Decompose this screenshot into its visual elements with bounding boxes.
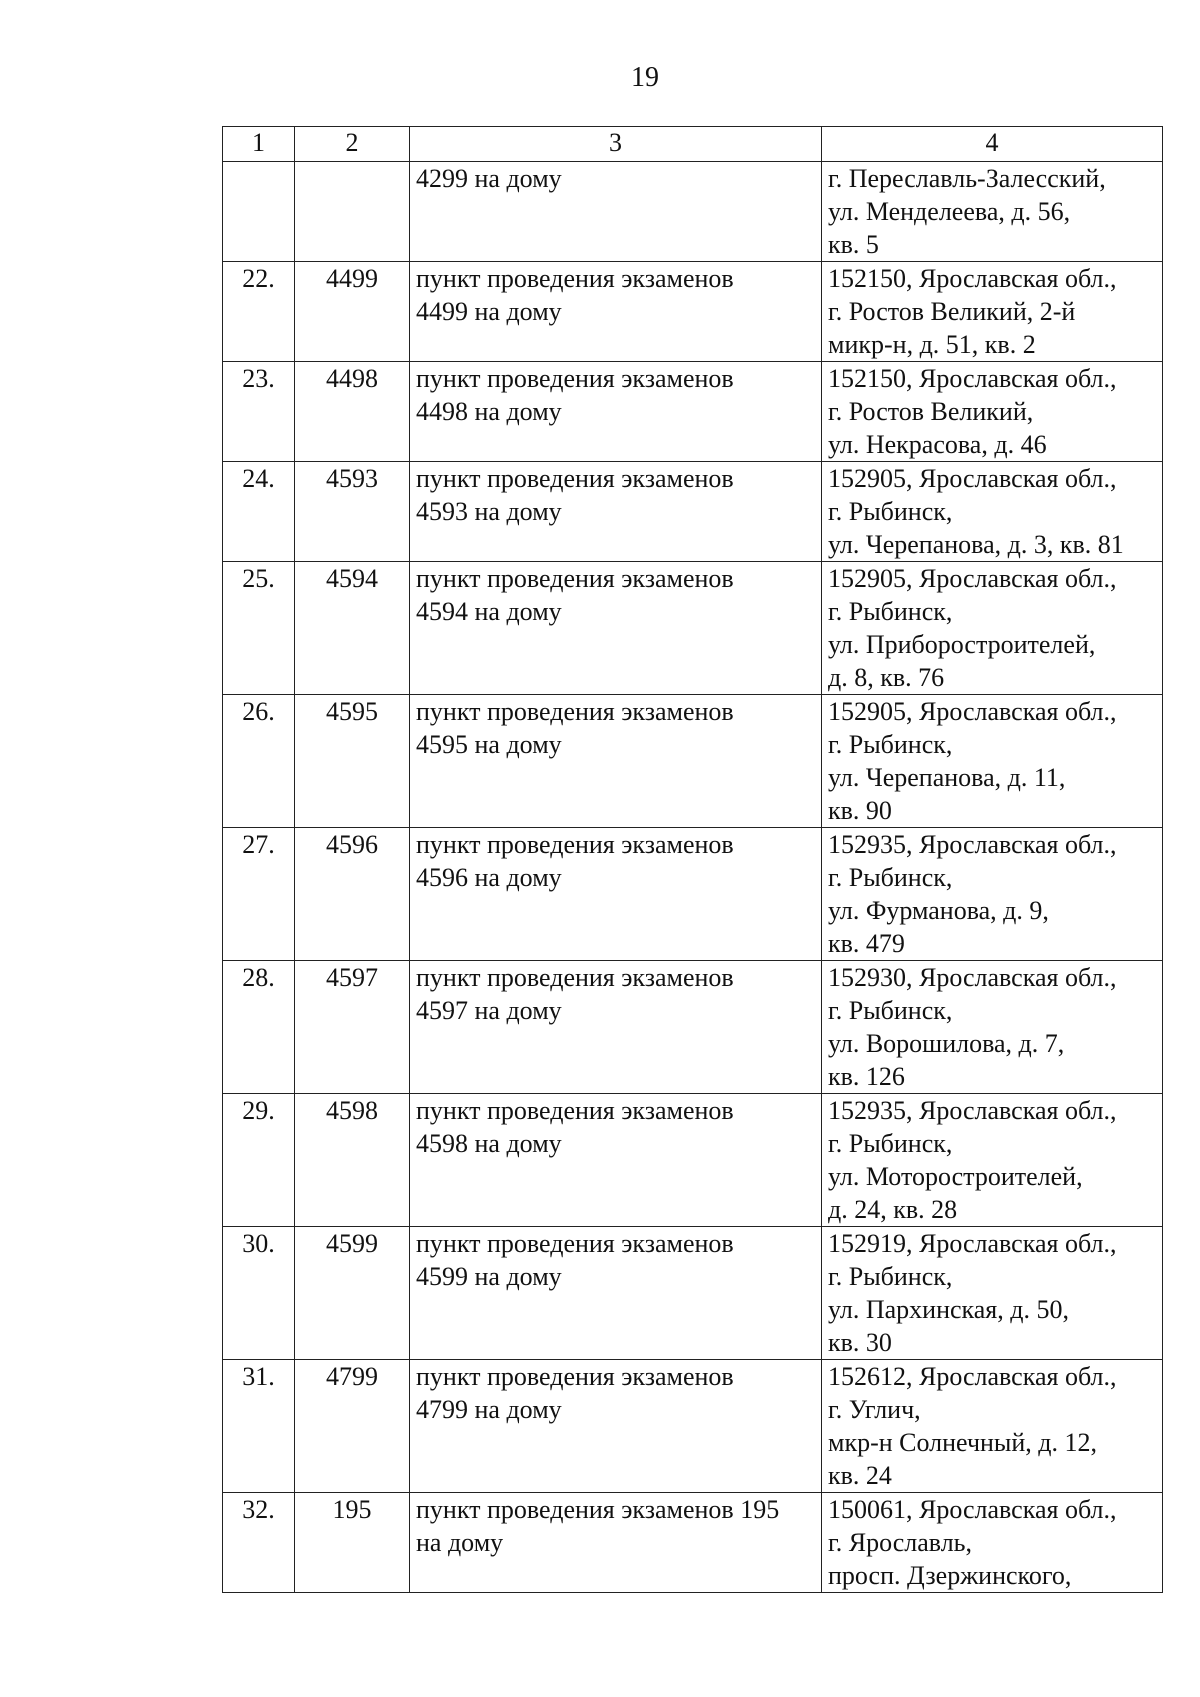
row-number: 22. (223, 262, 295, 362)
table-row (223, 1094, 1163, 1227)
table-row (223, 462, 1163, 562)
point-address: 152150, Ярославская обл., г. Ростов Великий, 2-й микр-н, д. 51, кв. 2 (822, 262, 1163, 362)
point-name: пункт проведения экзаменов 4593 на дому (410, 462, 822, 562)
point-name: пункт проведения экзаменов 195 на дому (410, 1493, 822, 1593)
table-row (223, 828, 1163, 961)
row-number: 26. (223, 695, 295, 828)
table-row (223, 961, 1163, 1094)
point-name: пункт проведения экзаменов 4594 на дому (410, 562, 822, 695)
point-code: 4498 (295, 362, 410, 462)
row-number: 25. (223, 562, 295, 695)
row-number: 29. (223, 1094, 295, 1227)
point-address: г. Переславль-Залесский, ул. Менделеева, д. 56, кв. 5 (822, 162, 1163, 262)
point-name: 4299 на дому (410, 162, 822, 262)
point-name: пункт проведения экзаменов 4598 на дому (410, 1094, 822, 1227)
point-address: 150061, Ярославская обл., г. Ярославль, просп. Дзержинского, (822, 1493, 1163, 1593)
point-address: 152905, Ярославская обл., г. Рыбинск, ул. Черепанова, д. 3, кв. 81 (822, 462, 1163, 562)
point-code: 4593 (295, 462, 410, 562)
row-number: 23. (223, 362, 295, 462)
point-code: 4596 (295, 828, 410, 961)
point-address: 152930, Ярославская обл., г. Рыбинск, ул. Ворошилова, д. 7, кв. 126 (822, 961, 1163, 1094)
point-code (295, 162, 410, 262)
point-address: 152919, Ярославская обл., г. Рыбинск, ул. Пархинская, д. 50, кв. 30 (822, 1227, 1163, 1360)
point-name: пункт проведения экзаменов 4595 на дому (410, 695, 822, 828)
point-name: пункт проведения экзаменов 4599 на дому (410, 1227, 822, 1360)
exam-points-table (222, 126, 1163, 1593)
point-code: 4499 (295, 262, 410, 362)
point-address: 152935, Ярославская обл., г. Рыбинск, ул. Моторостроителей, д. 24, кв. 28 (822, 1094, 1163, 1227)
row-number: 32. (223, 1493, 295, 1593)
column-header-1: 1 (223, 127, 295, 162)
table-row (223, 695, 1163, 828)
point-code: 4594 (295, 562, 410, 695)
point-code: 4599 (295, 1227, 410, 1360)
row-number: 27. (223, 828, 295, 961)
column-header-4: 4 (822, 127, 1163, 162)
point-name: пункт проведения экзаменов 4499 на дому (410, 262, 822, 362)
point-code: 195 (295, 1493, 410, 1593)
point-name: пункт проведения экзаменов 4597 на дому (410, 961, 822, 1094)
point-code: 4799 (295, 1360, 410, 1493)
header-row (223, 127, 1163, 162)
point-address: 152935, Ярославская обл., г. Рыбинск, ул. Фурманова, д. 9, кв. 479 (822, 828, 1163, 961)
row-number: 28. (223, 961, 295, 1094)
point-address: 152150, Ярославская обл., г. Ростов Великий, ул. Некрасова, д. 46 (822, 362, 1163, 462)
row-number: 24. (223, 462, 295, 562)
column-header-3: 3 (410, 127, 822, 162)
column-header-2: 2 (295, 127, 410, 162)
point-code: 4595 (295, 695, 410, 828)
row-number (223, 162, 295, 262)
point-address: 152612, Ярославская обл., г. Углич, мкр-н Солнечный, д. 12, кв. 24 (822, 1360, 1163, 1493)
table-row (223, 1493, 1163, 1593)
point-code: 4598 (295, 1094, 410, 1227)
point-name: пункт проведения экзаменов 4498 на дому (410, 362, 822, 462)
row-number: 31. (223, 1360, 295, 1493)
point-name: пункт проведения экзаменов 4596 на дому (410, 828, 822, 961)
point-address: 152905, Ярославская обл., г. Рыбинск, ул. Приборостроителей, д. 8, кв. 76 (822, 562, 1163, 695)
point-address: 152905, Ярославская обл., г. Рыбинск, ул. Черепанова, д. 11, кв. 90 (822, 695, 1163, 828)
table-row (223, 262, 1163, 362)
table-row (223, 362, 1163, 462)
table-row (223, 562, 1163, 695)
table-row (223, 1227, 1163, 1360)
table-row (223, 162, 1163, 262)
table-row (223, 1360, 1163, 1493)
point-code: 4597 (295, 961, 410, 1094)
point-name: пункт проведения экзаменов 4799 на дому (410, 1360, 822, 1493)
row-number: 30. (223, 1227, 295, 1360)
page-number: 19 (631, 62, 659, 93)
